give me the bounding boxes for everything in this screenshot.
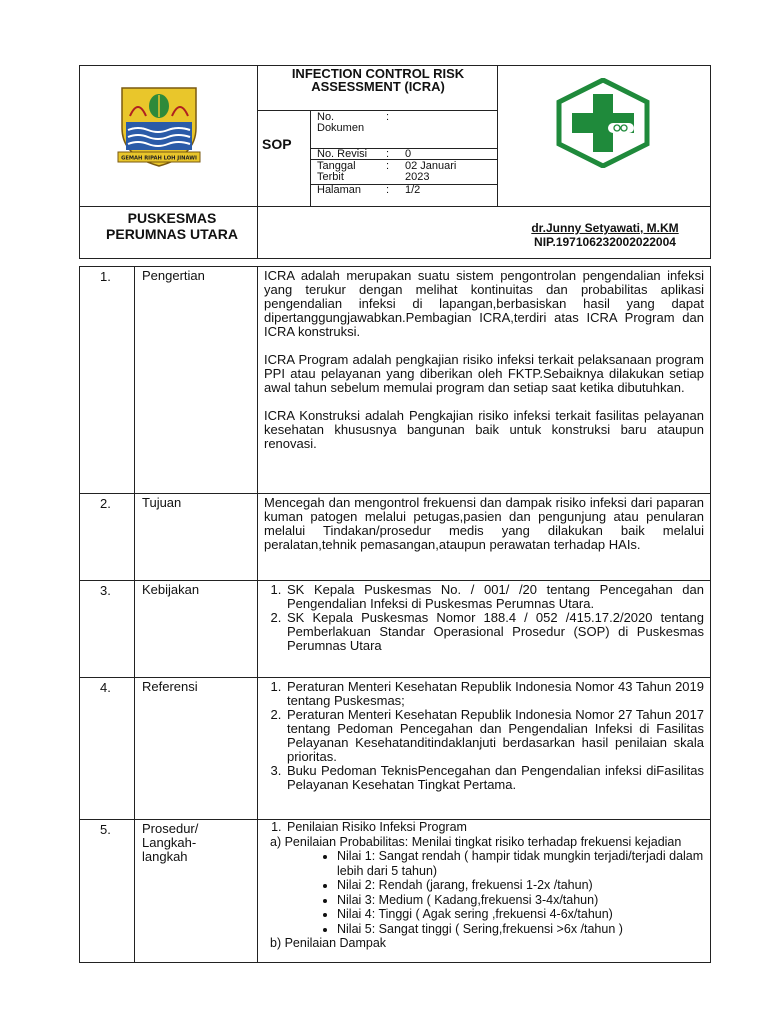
- section-number: 2.: [100, 496, 111, 511]
- paragraph: ICRA Konstruksi adalah Pengkajian risiko infeksi terkait fasilitas pelayanan kesehatan khususnya bangunan baik untuk konstruksi baru ataupun renovasi.: [264, 408, 704, 451]
- bullet-item: • Nilai 1: Sangat rendah ( hampir tidak mungkin terjadi/terjadi dalam lebih dari 5 tahun): [337, 849, 704, 878]
- signatory-block: [500, 221, 710, 249]
- signatory-nip: NIP.197106232002022004: [534, 235, 676, 249]
- list-item: 2. Peraturan Menteri Kesehatan Republik Indonesia Nomor 27 Tahun 2017 tentang Pedoman Pencegahan dan Pengendalian Infeksi di Fasilitas Pelayanan Kesehatanditindaklanjuti berdasarkan hasil penilaian skala prioritas.: [285, 708, 704, 764]
- section-number: 1.: [100, 269, 111, 284]
- list-item: 1. SK Kepala Puskesmas No. / 001/ /20 tentang Pencegahan dan Pengendalian Infeksi di Puskesmas Perumnas Utara.: [285, 583, 704, 611]
- signatory-name: dr.Junny Setyawati, M.KM: [531, 221, 679, 235]
- puskesmas-logo: [556, 78, 650, 168]
- section-kebijakan: [79, 580, 711, 678]
- sub-item-a: a) Penilaian Probabilitas: Menilai tingkat risiko terhadap frekuensi kejadian: [270, 834, 682, 849]
- list-item: 1. Penilaian Risiko Infeksi Program: [285, 820, 704, 835]
- organization-name: PUSKESMAS PERUMNAS UTARA: [106, 210, 238, 242]
- section-prosedur: [79, 819, 711, 963]
- list-item: 1. Peraturan Menteri Kesehatan Republik Indonesia Nomor 43 Tahun 2019 tentang Puskesmas;: [285, 680, 704, 708]
- paragraph: Mencegah dan mengontrol frekuensi dan dampak risiko infeksi dari paparan kuman patogen melalui petugas,pasien dan pengunjung atau penularan melalui Tindakan/prosedur medis yang dilakukan baik melalui peralatan,tehnik pemasangan,ataupun perawatan terhadap HAIs.: [264, 495, 704, 552]
- bullet-item: • Nilai 4: Tinggi ( Agak sering ,frekuensi 4-6x/tahun): [337, 907, 704, 922]
- logo-motto-text: GEMAH RIPAH LOH JINAWI: [121, 155, 197, 162]
- bullet-item: • Nilai 5: Sangat tinggi ( Sering,frekuensi >6x /tahun ): [337, 922, 704, 937]
- list-item: 2. SK Kepala Puskesmas Nomor 188.4 / 052 /415.17.2/2020 tentang Pemberlakuan Standar Operasional Prosedur (SOP) di Puskesmas Perumnas Utara: [285, 611, 704, 653]
- section-label: Tujuan: [142, 495, 182, 510]
- section-number: 5.: [100, 822, 111, 837]
- sub-item-b: b) Penilaian Dampak: [270, 936, 387, 950]
- document-title: INFECTION CONTROL RISK ASSESSMENT (ICRA): [291, 66, 465, 94]
- section-number: 4.: [100, 680, 111, 695]
- section-label: Pengertian: [142, 268, 205, 283]
- section-tujuan: [79, 493, 711, 581]
- section-referensi: [79, 677, 711, 820]
- sop-header-table: GEMAH RIPAH LOH JINAWI INFECTION CONTROL RISK ASSESSMENT (ICRA) SOP No. Dokumen : No. Revisi : 0 Tanggal Terbit : 02 Januari 2023 Halaman : 1/2 PUSKESMAS PERUMNAS UTARA dr.Junny Setyawati, M.KM NIP.197106232002022004: [79, 65, 711, 259]
- section-label: Kebijakan: [142, 582, 200, 597]
- regency-emblem-logo: [116, 86, 202, 170]
- bullet-item: • Nilai 3: Medium ( Kadang,frekuensi 3-4x/tahun): [337, 893, 704, 908]
- paragraph: ICRA adalah merupakan suatu sistem pengontrolan pengendalian infeksi yang terukur dengan melihat kontinuitas dan probabilitas aplikasi pengendalian infeksi di lapangan,berbasiskan hasil yang dapat dipertanggungjawabkan.Pembagian ICRA,terdiri atas ICRA Program dan ICRA konstruksi.: [264, 268, 704, 339]
- bullet-item: • Nilai 2: Rendah (jarang, frekuensi 1-2x /tahun): [337, 878, 704, 893]
- section-label: Prosedur/ Langkah-langkah: [142, 821, 199, 864]
- section-pengertian: [79, 266, 711, 494]
- list-item: 3. Buku Pedoman TeknisPencegahan dan Pengendalian infeksi diFasilitas Pelayanan Kesehatan Tingkat Pertama.: [285, 764, 704, 792]
- section-number: 3.: [100, 583, 111, 598]
- paragraph: ICRA Program adalah pengkajian risiko infeksi terkait pelaksanaan program PPI atau pelayanan yang diberikan oleh FKTP.Sebaiknya dilakukan setiap awal tahun sebelum memulai program dan setiap saat ketika dibutuhkan.: [264, 352, 704, 395]
- section-label: Referensi: [142, 679, 198, 694]
- document-type-label: SOP: [262, 136, 292, 152]
